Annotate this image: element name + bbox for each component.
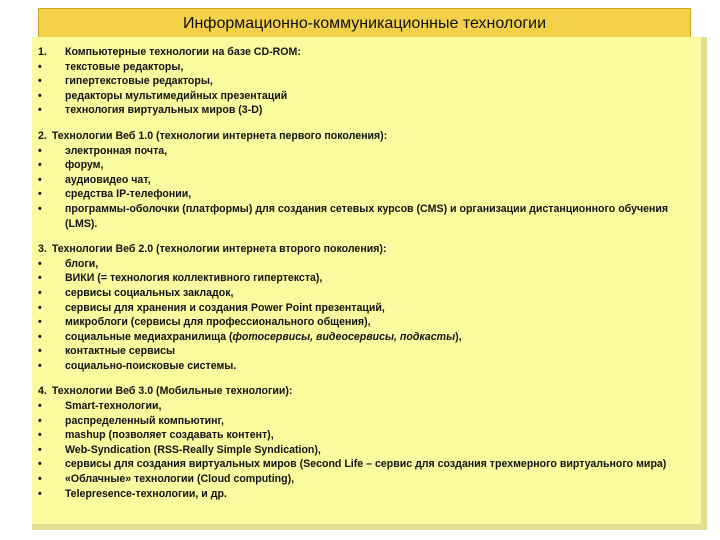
list-item — [38, 257, 698, 272]
list-item — [38, 187, 698, 202]
bullet-icon: • — [38, 144, 42, 157]
bullet-icon: • — [38, 75, 42, 88]
section-heading — [38, 45, 698, 60]
list-item-text: средства IP-телефонии, — [65, 188, 192, 201]
list-item — [38, 89, 698, 104]
section-number: 4. — [38, 385, 47, 398]
list-item-text: редакторы мультимедийных презентаций — [65, 89, 288, 102]
list-item-text: гипертекстовые редакторы, — [65, 75, 213, 88]
bullet-icon: • — [38, 429, 42, 442]
list-item — [38, 414, 698, 429]
section-number: 2. — [38, 129, 47, 142]
list-item-text: социально-поисковые системы. — [65, 359, 237, 372]
section-heading — [38, 242, 698, 257]
list-item-text: блоги, — [65, 257, 99, 270]
list-item — [38, 457, 698, 472]
list-item — [38, 301, 698, 316]
list-item-text: микроблоги (сервисы для профессионального общения), — [65, 316, 371, 329]
bullet-icon: • — [38, 159, 42, 172]
bullet-icon: • — [38, 458, 42, 471]
bullet-icon: • — [38, 188, 42, 201]
list-item-text: «Облачные» технологии (Cloud computing), — [65, 473, 295, 486]
bullet-icon: • — [38, 414, 42, 427]
list-item-text: электронная почта, — [65, 144, 168, 157]
section-3 — [38, 242, 698, 373]
section-heading — [38, 129, 698, 144]
list-item — [38, 330, 698, 345]
list-item-text: текстовые редакторы, — [65, 60, 184, 73]
bullet-icon: • — [38, 104, 42, 117]
list-item — [38, 443, 698, 458]
list-item — [38, 286, 698, 301]
list-item-text: Smart-технологии, — [65, 400, 162, 413]
bullet-icon: • — [38, 286, 42, 299]
bullet-icon: • — [38, 257, 42, 270]
list-item-text: сервисы для создания виртуальных миров (Second Life – сервис для создания трехмерного виртуального мира) — [65, 458, 667, 471]
section-4 — [38, 384, 698, 501]
section-2 — [38, 129, 698, 231]
list-item-text: контактные сервисы — [65, 345, 176, 358]
bullet-icon: • — [38, 345, 42, 358]
list-item — [38, 144, 698, 159]
bullet-icon: • — [38, 487, 42, 500]
list-item — [38, 399, 698, 414]
list-item — [38, 359, 698, 374]
list-item-italic-text: фотосервисы, видеосервисы, подкасты — [232, 330, 456, 343]
slide-title-bar — [38, 8, 691, 39]
list-item-text: сервисы социальных закладок, — [65, 286, 234, 299]
bullet-icon: • — [38, 330, 42, 343]
bullet-icon: • — [38, 316, 42, 329]
section-heading-text: Компьютерные технологии на базе CD-ROM: — [65, 46, 301, 58]
content-list — [38, 45, 698, 501]
list-item — [38, 487, 698, 502]
bullet-icon: • — [38, 89, 42, 102]
section-heading-text: Технологии Веб 2.0 (технологии интернета второго поколения): — [51, 243, 387, 256]
bullet-icon: • — [38, 301, 42, 314]
slide-title: Информационно-коммуникационные технологии — [182, 14, 547, 32]
list-item-text: социальные медиахранилища (фотосервисы, видеосервисы, подкасты), — [65, 330, 462, 343]
list-item — [38, 202, 698, 231]
bullet-icon: • — [38, 272, 42, 285]
list-item — [38, 173, 698, 188]
section-heading-text: Технологии Веб 3.0 (Мобильные технологии): — [51, 385, 293, 398]
list-item — [38, 271, 698, 286]
list-item — [38, 158, 698, 173]
list-item — [38, 103, 698, 118]
list-item — [38, 428, 698, 443]
list-item — [38, 344, 698, 359]
list-item-text: Telepresence-технологии, и др. — [65, 487, 227, 500]
bullet-icon: • — [38, 359, 42, 372]
list-item-text: программы-оболочки (платформы) для создания сетевых курсов (CMS) и организации дистанционного обучения (LMS). — [65, 202, 669, 230]
list-item — [38, 472, 698, 487]
section-number: 1. — [38, 46, 47, 58]
list-item-text: сервисы для хранения и создания Power Point презентаций, — [65, 301, 385, 314]
list-item-text: аудиовидео чат, — [65, 173, 151, 186]
bullet-icon: • — [38, 473, 42, 486]
bullet-icon: • — [38, 443, 42, 456]
bullet-icon: • — [38, 173, 42, 186]
section-1 — [38, 45, 698, 118]
bullet-icon: • — [38, 202, 42, 215]
list-item — [38, 315, 698, 330]
list-item-text: ВИКИ (= технология коллективного гипертекста), — [65, 272, 323, 285]
list-item-text: технология виртуальных миров (3-D) — [65, 104, 263, 117]
section-number: 3. — [38, 243, 47, 256]
bullet-icon: • — [38, 400, 42, 413]
list-item-text: форум, — [65, 159, 104, 172]
list-item — [38, 60, 698, 75]
list-item — [38, 74, 698, 89]
bullet-icon: • — [38, 60, 42, 73]
list-item-text: mashup (позволяет создавать контент), — [65, 429, 274, 442]
list-item-text: распределенный компьютинг, — [65, 414, 224, 427]
list-item-text: Web-Syndication (RSS-Really Simple Syndication), — [65, 443, 321, 456]
section-heading-text: Технологии Веб 1.0 (технологии интернета первого поколения): — [51, 129, 388, 142]
section-heading — [38, 384, 698, 399]
